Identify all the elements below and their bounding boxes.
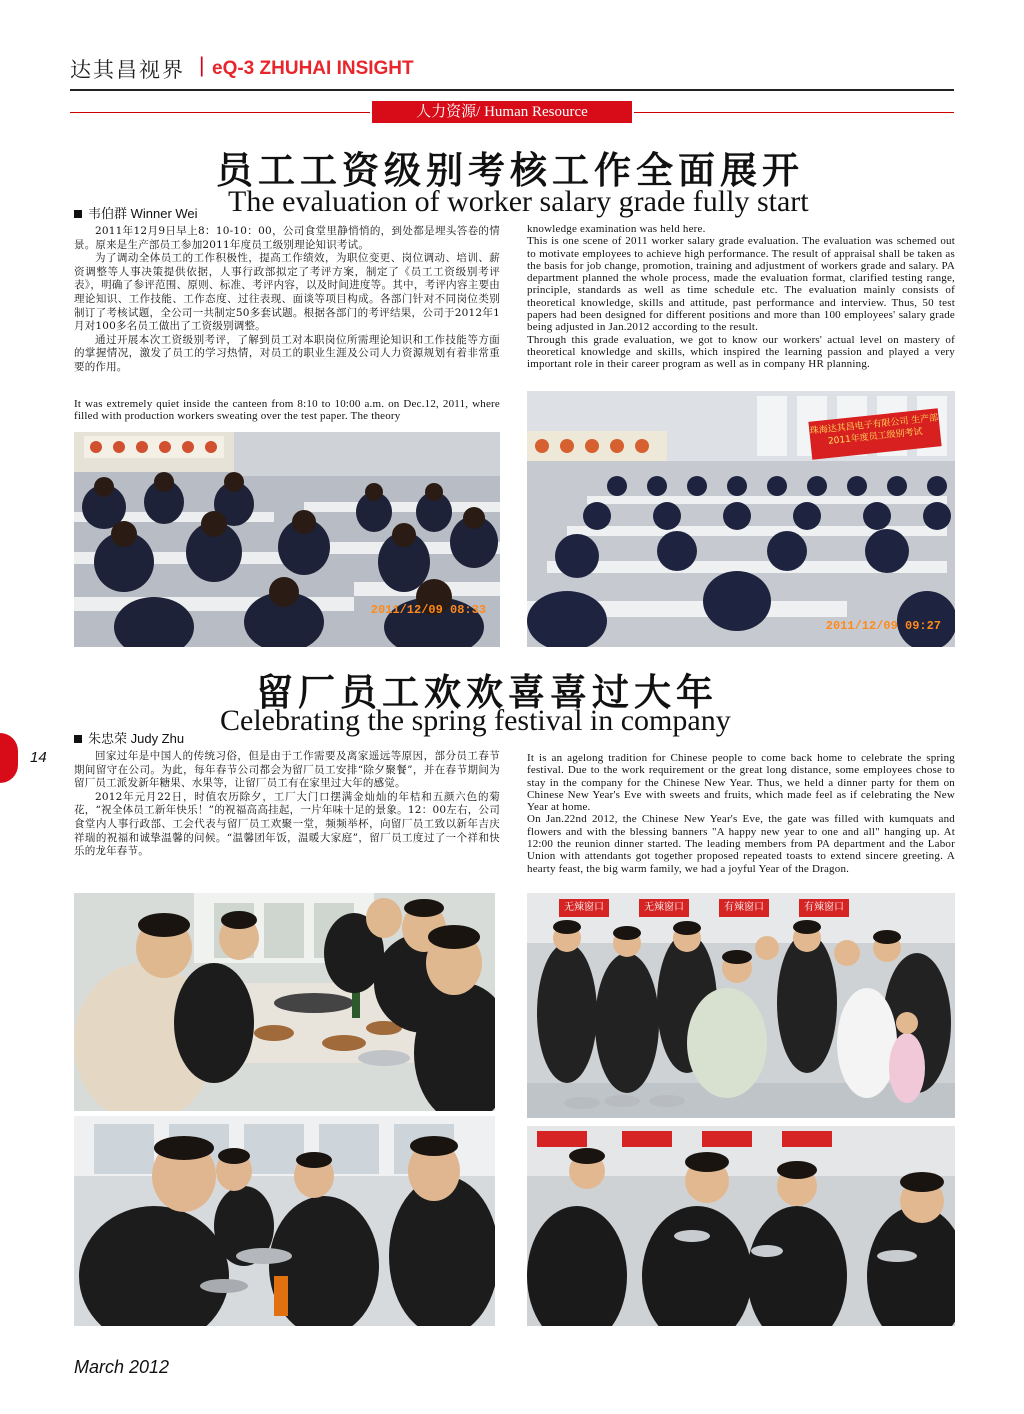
article1-author-name: 韦伯群 Winner Wei: [88, 206, 198, 221]
section-rule-left: [70, 112, 370, 113]
article1-en-paragraph: knowledge examination was held here.: [527, 223, 706, 235]
window-sign: 有辣窗口: [804, 902, 844, 913]
toast-photo-2: [527, 1126, 955, 1326]
toast-photo-1: [74, 1116, 495, 1326]
article1-en-paragraph: It was extremely quiet inside the canteen from 8:10 to 10:00 a.m. on Dec.12, 2011, where filled with production workers sweating over the test paper. The theory: [74, 398, 500, 423]
article1-cn-paragraph: 2011年12月9日早上8：10-10：00，公司食堂里静悄悄的，到处都是埋头答卷的情景。原来是生产部员工参加2011年度员工级别理论知识考试。: [74, 225, 500, 251]
article1-body-en-left: [74, 398, 500, 423]
article1-title-cn: 员工工资级别考核工作全面展开: [216, 148, 804, 192]
article2-title-en: Celebrating the spring festival in company: [220, 704, 731, 737]
article1-title-en: The evaluation of worker salary grade fully start: [228, 185, 809, 218]
article1-author: [74, 203, 198, 222]
photo-date-stamp: 2011/12/09 08:33: [370, 603, 486, 617]
header-rule: [70, 89, 954, 91]
article1-body-cn: [74, 225, 500, 375]
article1-cn-paragraph: 通过开展本次工资级别考评，了解到员工对本职岗位所需理论知识和工作技能等方面的掌握情况，激发了员工的学习热情，对员工的职业生涯及公司人力资源规划有着非常重要的作用。: [74, 333, 500, 373]
article1-en-paragraph: This is one scene of 2011 worker salary grade evaluation. The evaluation was schemed out to motivate employees to achieve high performance. The result of appraisal shall be taken as the basis for job change, promotion, training and adjustment of workers grade and salary. PA department planned the whole process, made the evaluation format, clarified testing range, principle, standards as well as time schedule etc. The evaluation mainly consists of theoretical knowledge, skills and attitude, past performance and interview. Thus, 50 test papers had been designed for different positions and more than 100 employees' salary grade being adjusted in Jan.2012 according to the result.: [527, 235, 955, 334]
article2-cn-paragraph: 回家过年是中国人的传统习俗，但是由于工作需要及离家遥远等原因，部分员工春节期间留守在公司。为此，每年春节公司都会为留厂员工安排“除夕聚餐”，并在春节期间为留厂员工派发新年糖果、水果等，让留厂员工有在家里过大年的感觉。: [74, 750, 500, 790]
issue-date: March 2012: [74, 1357, 170, 1377]
window-sign: 无辣窗口: [644, 902, 684, 913]
magazine-title-cn: 达其昌视界: [70, 58, 185, 82]
author-bullet-icon: [74, 735, 82, 743]
article2-body-cn: [74, 750, 500, 859]
article2-author: [74, 728, 184, 747]
article2-title-cn: 留厂员工欢欢喜喜过大年: [256, 670, 718, 714]
article2-body-en: [527, 752, 955, 875]
author-bullet-icon: [74, 210, 82, 218]
dinner-photo-1: [74, 893, 495, 1111]
exam-photo-left: [74, 432, 500, 647]
article2-cn-paragraph: 2012年元月22日，时值农历除夕，工厂大门口摆满金灿灿的年桔和五颜六色的菊花，“祝全体员工新年快乐！”的祝福高高挂起，一片年味十足的景象。12：00左右，公司食堂内人事行政部、工会代表与留厂员工欢聚一堂，频频举杯，向留厂员工致以新年吉庆祥瑞的祝福和诚挚温馨的问候。“温馨团年饭，温暖大家庭”，留厂员工度过了一个祥和快乐的龙年春节。: [74, 790, 500, 858]
article2-author-name: 朱忠荣 Judy Zhu: [88, 731, 185, 746]
window-sign: 无辣窗口: [564, 902, 604, 913]
exam-photo-right: [527, 391, 955, 647]
page-tab: [0, 733, 18, 783]
photo-date-stamp: 2011/12/09 09:27: [825, 619, 941, 633]
article2-en-paragraph: It is an agelong tradition for Chinese people to come back home to celebrate the spring festival. Due to the work requirement or the great long distance, some employees chose to stay in the company for the Chinese New Year. Thus, we held a dinner party for them on Chinese New Year's Eve with sweets and fruits, which made feel as if celebrating the New Year at home.: [527, 752, 955, 814]
article2-en-paragraph: On Jan.22nd 2012, the Chinese New Year's Eve, the gate was filled with kumquats and flowers and with the blessing banners "A happy new year to one and all" hanging up. At 12:00 the reunion dinner started. The leading members from PA department and the Labor Union with attendants got together proposed repeated toasts to extend sincere greeting. A hearty feast, the big warm family, we had a joyful Year of the Dragon.: [527, 813, 955, 875]
window-sign: 有辣窗口: [724, 902, 764, 913]
page-number: 14: [30, 749, 47, 766]
article1-en-paragraph: Through this grade evaluation, we got to know our workers' actual level on mastery of theoretical knowledge and skills, which inspired the learning passion and played a very important role in their career program as well as in company HR planning.: [527, 333, 955, 371]
section-rule-right: [634, 112, 954, 113]
article1-body-en-right: [527, 223, 955, 371]
exam-banner: 珠海达其昌电子有限公司 生产部2011年度员工级别考试: [808, 408, 941, 459]
article1-cn-paragraph: 为了调动全体员工的工作积极性，提高工作绩效，为职位变更、岗位调动、培训、薪资调整等人事决策提供依据，人事行政部拟定了考评方案，制定了《员工工资级别考评表》，明确了参评范围、原则、标准、考评内容，以及时间进度等。其中，考评内容主要由理论知识、工作技能、工作态度、过往表现、面谈等项目构成。各部门针对不同岗位类别制订了考核试题，全公司一共制定50多套试题。根据各部门的考评结果，公司于2012年1月对100多名员工做出了工资级别调整。: [74, 252, 500, 333]
magazine-title-en: eQ-3 ZHUHAI INSIGHT: [212, 58, 414, 79]
section-label: 人力资源/ Human Resource: [372, 101, 632, 123]
group-photo: [527, 893, 955, 1118]
masthead-separator: |: [199, 54, 205, 77]
